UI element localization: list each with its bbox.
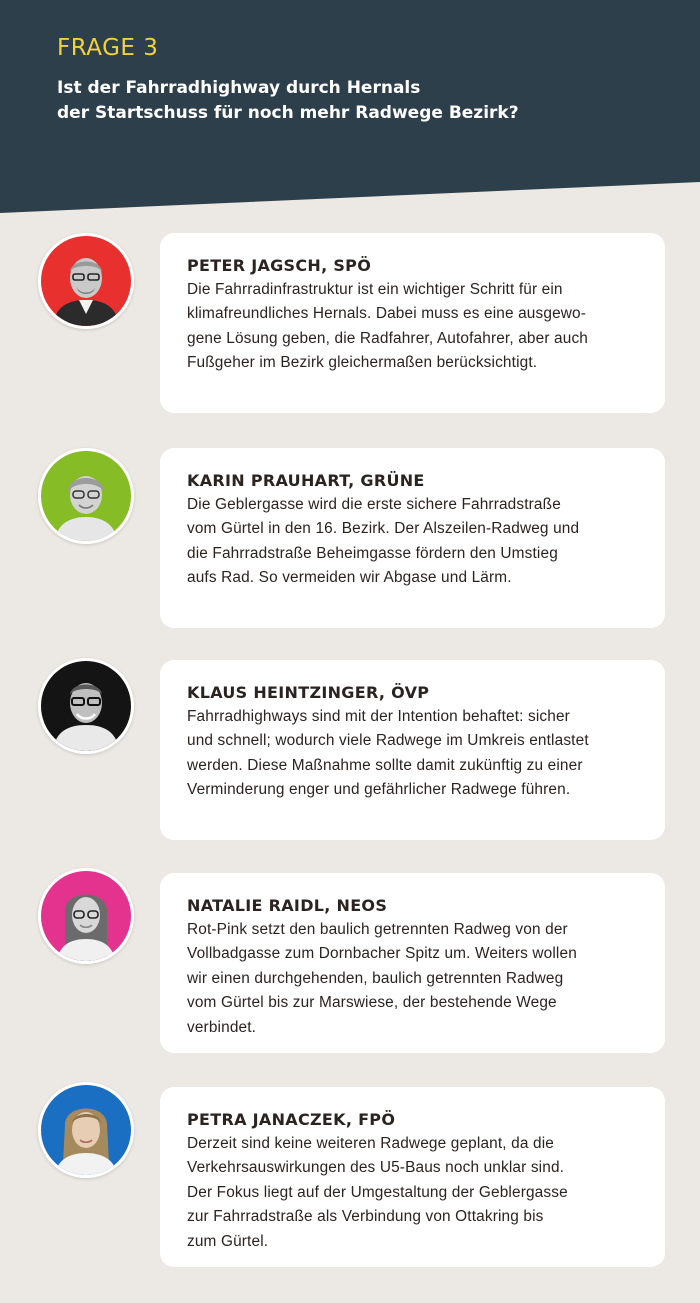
- answer-line: aufs Rad. So vermeiden wir Abgase und Lärm.: [187, 569, 512, 587]
- answer-line: Derzeit sind keine weiteren Radwege geplant, da die: [187, 1135, 554, 1152]
- question-kicker: FRAGE 3: [57, 35, 159, 61]
- answer-line: Fußgeher im Bezirk gleichermaßen berücksichtigt.: [187, 354, 538, 372]
- politician-name: KARIN PRAUHART, GRÜNE: [187, 471, 425, 490]
- answer-line: die Fahrradstraße Beheimgasse fördern den Umstieg: [187, 544, 558, 562]
- answer-line: klimafreundliches Hernals. Dabei muss es eine ausgewo-: [187, 305, 587, 323]
- answer-line: wir einen durchgehenden, baulich getrennten Radweg: [187, 969, 564, 987]
- answer-line: werden. Diese Maßnahme sollte damit zukünftig zu einer: [187, 756, 583, 774]
- avatar-klaus-heintzinger: [38, 658, 134, 754]
- answer-card: [160, 1087, 665, 1267]
- answer-card: [160, 448, 665, 628]
- avatar-karin-prauhart: [38, 448, 134, 544]
- answer-line: Rot-Pink setzt den baulich getrennten Radweg von der: [187, 921, 568, 938]
- answer-card: [160, 233, 665, 413]
- answer-line: vom Gürtel bis zur Marswiese, der bestehende Wege: [187, 994, 557, 1012]
- politician-name: PETRA JANACZEK, FPÖ: [187, 1110, 396, 1129]
- question-line: der Startschuss für noch mehr Radwege Bezirk?: [57, 103, 519, 123]
- answer-line: Die Geblergasse wird die erste sichere Fahrradstraße: [187, 496, 561, 513]
- answer-line: zum Gürtel.: [187, 1232, 269, 1250]
- answer-line: Verminderung enger und gefährlicher Radwege führen.: [187, 781, 571, 799]
- politician-name: KLAUS HEINTZINGER, ÖVP: [187, 683, 430, 702]
- answer-line: und schnell; wodurch viele Radwege im Umkreis entlastet: [187, 732, 589, 750]
- portrait-icon: [41, 1085, 131, 1175]
- portrait-icon: [41, 236, 131, 326]
- avatar-natalie-raidl: [38, 868, 134, 964]
- politician-name: PETER JAGSCH, SPÖ: [187, 256, 372, 275]
- answer-line: verbindet.: [187, 1018, 257, 1036]
- avatar-peter-jagsch: [38, 233, 134, 329]
- answer-card: [160, 873, 665, 1053]
- answer-line: Fahrradhighways sind mit der Intention behaftet: sicher: [187, 708, 570, 725]
- question-title: [57, 76, 617, 126]
- answer-line: vom Gürtel in den 16. Bezirk. Der Alszeilen-Radweg und: [187, 520, 580, 538]
- answer-line: Vollbadgasse zum Dornbacher Spitz um. Weiters wollen: [187, 945, 577, 963]
- header-banner: [0, 0, 700, 215]
- portrait-icon: [41, 871, 131, 961]
- avatar-petra-janaczek: [38, 1082, 134, 1178]
- answer-line: Der Fokus liegt auf der Umgestaltung der Geblergasse: [187, 1183, 568, 1201]
- answer-card: [160, 660, 665, 840]
- answer-line: Verkehrsauswirkungen des U5-Baus noch unklar sind.: [187, 1159, 565, 1177]
- question-line: Ist der Fahrradhighway durch Hernals: [57, 78, 421, 98]
- answer-line: Die Fahrradinfrastruktur ist ein wichtiger Schritt für ein: [187, 281, 563, 298]
- answer-line: gene Lösung geben, die Radfahrer, Autofahrer, aber auch: [187, 329, 589, 347]
- politician-name: NATALIE RAIDL, NEOS: [187, 896, 388, 915]
- answer-line: zur Fahrradstraße als Verbindung von Ottakring bis: [187, 1208, 544, 1226]
- portrait-icon: [41, 451, 131, 541]
- portrait-icon: [41, 661, 131, 751]
